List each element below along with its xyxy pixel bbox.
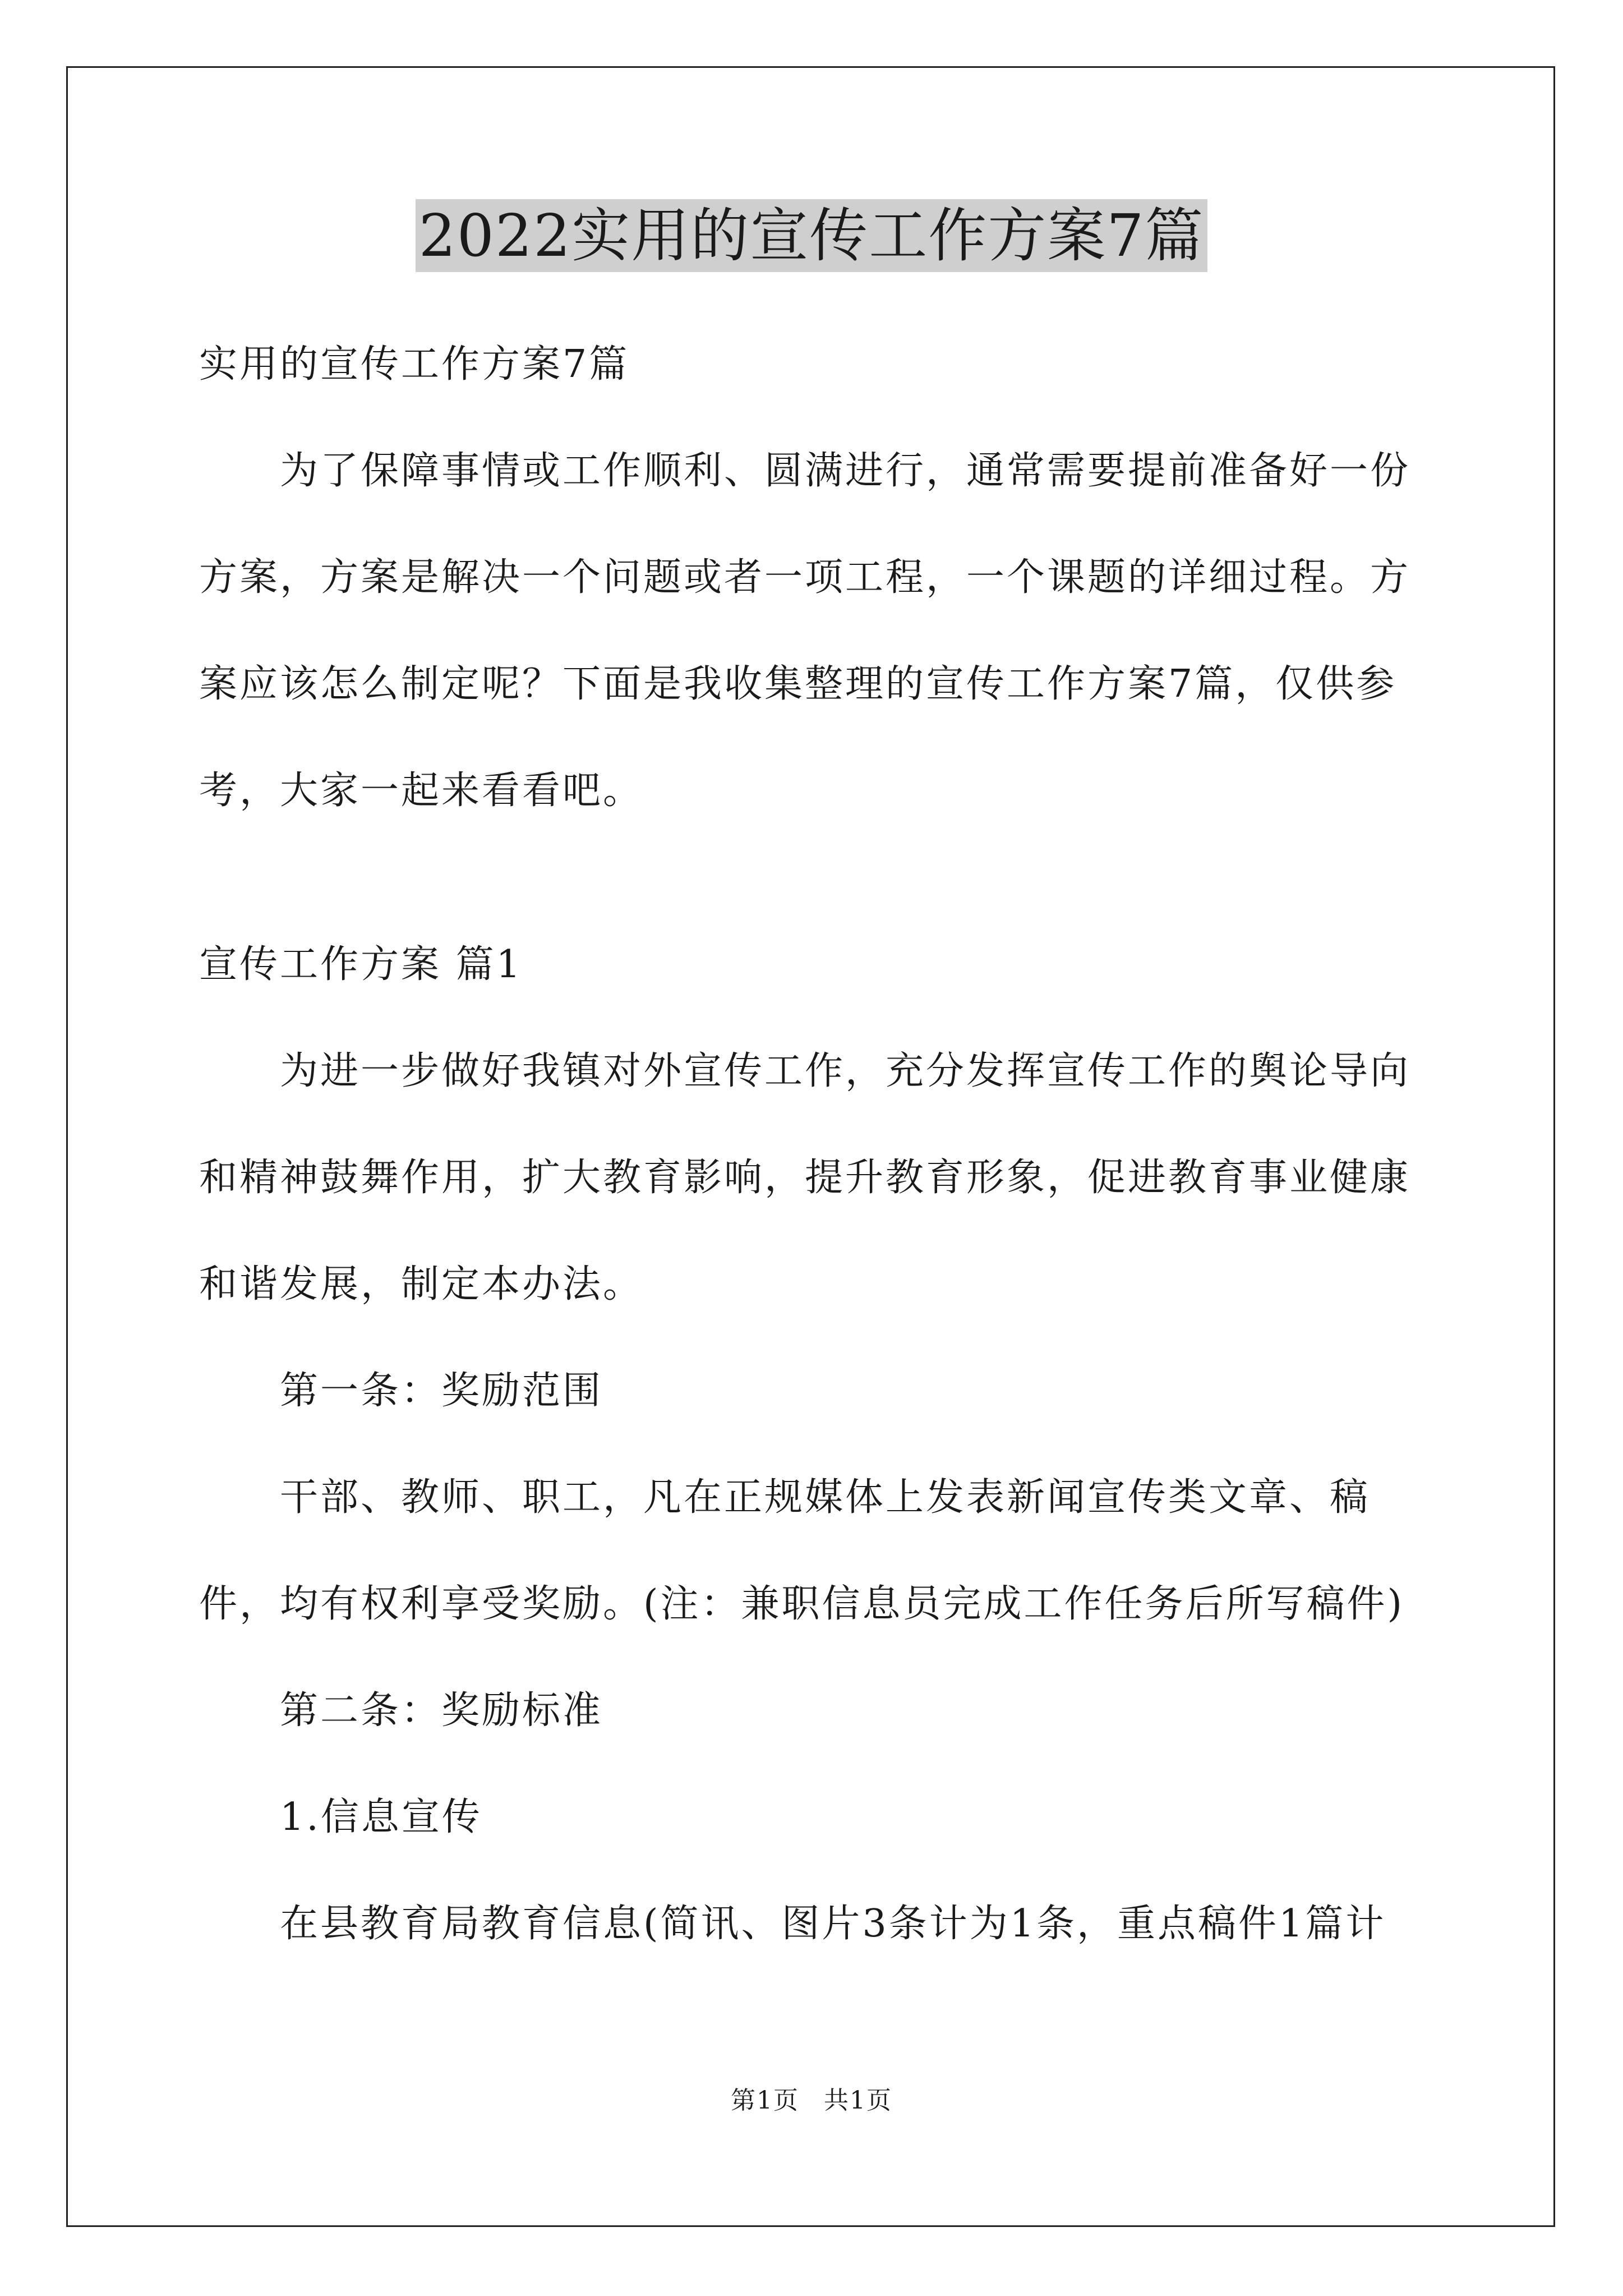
page-footer xyxy=(0,2084,1623,2118)
section-paragraph: 在县教育局教育信息(简讯、图片3条计为1条，重点稿件1篇计 xyxy=(280,1902,1386,1946)
section-heading: 宣传工作方案 篇1 xyxy=(199,942,523,987)
section-spacer xyxy=(199,844,1433,912)
title-container xyxy=(0,199,1623,272)
list-item-heading: 1.信息宣传 xyxy=(280,1795,482,1839)
article-heading-standard: 第二条：奖励标准 xyxy=(280,1688,603,1733)
page-number: 第1页 xyxy=(731,2086,799,2115)
document-subtitle: 实用的宣传工作方案7篇 xyxy=(199,342,630,386)
document-title: 2022实用的宣传工作方案7篇 xyxy=(416,199,1208,272)
section-paragraph: 为进一步做好我镇对外宣传工作，充分发挥宣传工作的舆论导向和精神鼓舞作用，扩大教育影响，提升教育形象，促进教育事业健康和谐发展，制定本办法。 xyxy=(199,1049,1411,1306)
document-body xyxy=(199,311,1433,1977)
section-paragraph: 干部、教师、职工，凡在正规媒体上发表新闻宣传类文章、稿件，均有权利享受奖励。(注：兼职信息员完成工作任务后所写稿件) xyxy=(199,1475,1405,1626)
intro-paragraph: 为了保障事情或工作顺利、圆满进行，通常需要提前准备好一份方案，方案是解决一个问题或者一项工程，一个课题的详细过程。方案应该怎么制定呢？下面是我收集整理的宣传工作方案7篇，仅供参考，大家一起来看看吧。 xyxy=(199,449,1411,813)
page-total: 共1页 xyxy=(824,2086,892,2115)
article-heading-scope: 第一条：奖励范围 xyxy=(280,1369,603,1413)
